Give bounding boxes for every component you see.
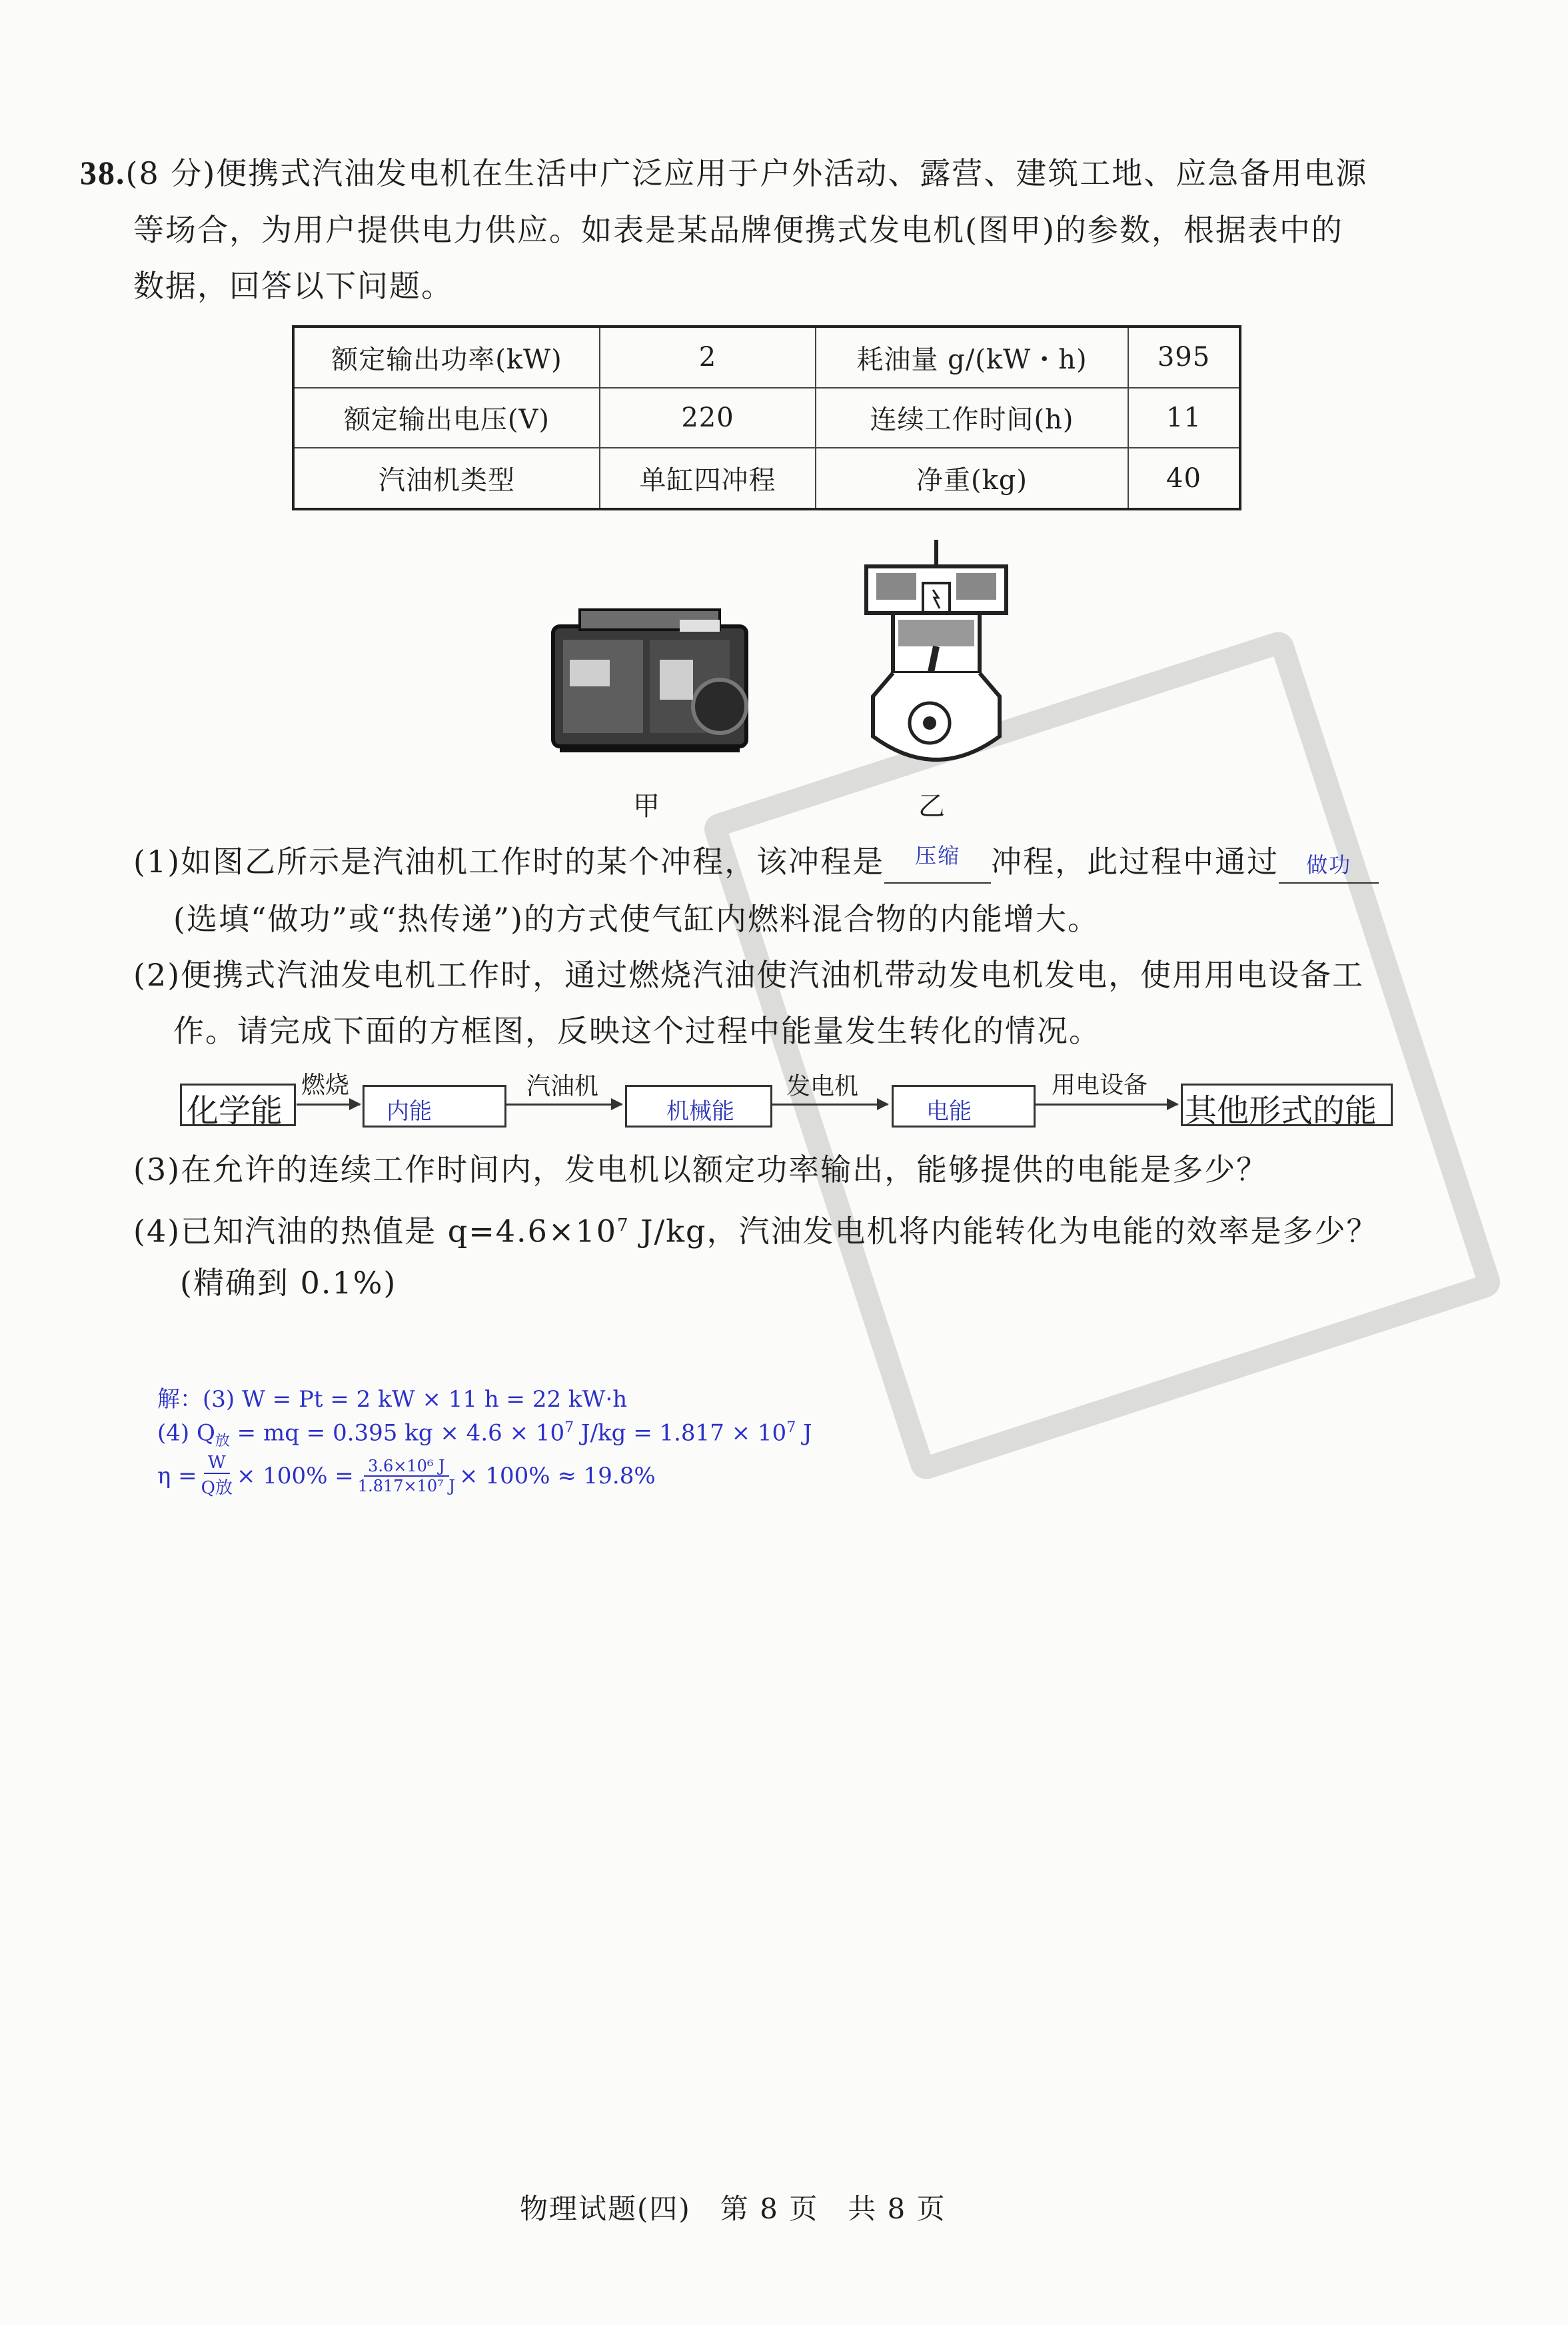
- fraction1-numerator: W: [204, 1453, 230, 1474]
- solution-exp2: 7: [786, 1419, 796, 1436]
- part4-text-a: (4)已知汽油的热值是 q=4.6×10: [133, 1213, 618, 1249]
- parameter-table: [292, 325, 1241, 510]
- solution-end: × 100% ≈ 19.8%: [459, 1462, 656, 1489]
- table-cell: 额定输出功率(kW): [293, 327, 600, 388]
- part4-line1: [133, 1197, 1378, 1259]
- flow-start-text: 化学能: [187, 1092, 283, 1130]
- question-intro-line3: 数据，回答以下问题。: [133, 268, 453, 304]
- question-number: 38.: [80, 154, 126, 191]
- flow-arrow1-label: 燃烧: [301, 1072, 350, 1099]
- fraction2-numerator: 3.6×10⁶ J: [364, 1457, 449, 1477]
- table-cell: 连续工作时间(h): [816, 388, 1128, 448]
- flow-arrow2-label: 汽油机: [526, 1073, 599, 1100]
- part1-line2: (选填“做功”或“热传递”)的方式使气缸内燃料混合物的内能增大。: [173, 901, 1100, 937]
- part4-text-b: J/kg，汽油发电机将内能转化为电能的效率是多少？: [629, 1213, 1379, 1249]
- flow-arrow4: [1034, 1104, 1177, 1106]
- flow-arrow1: [297, 1104, 360, 1106]
- flow-arrow3-label: 发电机: [786, 1073, 859, 1100]
- page-footer: 物理试题(四) 第 8 页 共 8 页: [520, 2192, 946, 2225]
- flow-end-text: 其他形式的能: [1185, 1092, 1377, 1130]
- table-cell: 耗油量 g/(kW・h): [816, 327, 1128, 388]
- table-cell: 11: [1128, 388, 1240, 448]
- part1-answer2: 做功: [1306, 852, 1352, 878]
- flow-arrow2: [505, 1104, 622, 1106]
- generator-image: [540, 600, 760, 773]
- table-row: [293, 448, 1240, 509]
- intro-text-1: 便携式汽油发电机在生活中广泛应用于户外活动、露营、建筑工地、应急备用电源: [216, 155, 1368, 191]
- fraction1-denominator: Q放: [201, 1478, 233, 1498]
- figure-label-b: 乙: [918, 791, 945, 822]
- part1-answer1: 压缩: [915, 843, 961, 868]
- solution-line2: [157, 1419, 812, 1450]
- solution-q-label: (4) Q: [157, 1419, 215, 1447]
- flow-box1[interactable]: [363, 1085, 506, 1128]
- solution-mid: × 100% =: [237, 1462, 354, 1489]
- table-row: [293, 327, 1240, 388]
- engine-cross-section-diagram: [860, 536, 1013, 776]
- part1-line1: [133, 833, 1379, 890]
- fraction2-denominator: 1.817×10⁷ J: [357, 1476, 456, 1495]
- solution-mq: = mq = 0.395 kg × 4.6 × 10: [229, 1419, 565, 1447]
- solution-eta: η =: [157, 1462, 197, 1489]
- table-cell: 2: [600, 327, 816, 388]
- table-cell: 40: [1128, 448, 1240, 509]
- figure-label-a: 甲: [633, 791, 660, 822]
- part4-exponent: 7: [617, 1215, 630, 1235]
- part3-text: (3)在允许的连续工作时间内，发电机以额定功率输出，能够提供的电能是多少？: [133, 1152, 1269, 1187]
- question-score: (8 分): [125, 155, 217, 191]
- solution-line1: 解：(3) W = Pt = 2 kW × 11 h = 22 kW·h: [157, 1386, 628, 1413]
- solution-line3: [157, 1453, 656, 1499]
- part1-blank1[interactable]: [884, 844, 991, 884]
- part2-line2: 作。请完成下面的方框图，反映这个过程中能量发生转化的情况。: [173, 1013, 1101, 1049]
- table-cell: 单缸四冲程: [600, 448, 816, 509]
- solution-result: J/kg = 1.817 × 10: [574, 1419, 787, 1447]
- solution-unit: J: [796, 1419, 812, 1447]
- solution-fraction2: [358, 1457, 455, 1495]
- part1-text-b: 冲程，此过程中通过: [991, 844, 1279, 880]
- part4-line2: (精确到 0.1%): [180, 1265, 397, 1301]
- solution-q-sub: 放: [215, 1433, 230, 1450]
- table-cell: 395: [1128, 327, 1240, 388]
- flow-arrow3: [771, 1104, 888, 1106]
- table-cell: 净重(kg): [816, 448, 1128, 509]
- flow-box3-answer: 电能: [926, 1098, 972, 1125]
- flow-arrow4-label: 用电设备: [1052, 1072, 1148, 1099]
- question-intro-line2: 等场合，为用户提供电力供应。如表是某品牌便携式发电机(图甲)的参数，根据表中的: [133, 212, 1343, 248]
- table-row: [293, 388, 1240, 448]
- solution-exp1: 7: [564, 1419, 574, 1436]
- flow-box1-answer: 内能: [387, 1098, 432, 1125]
- part1-text-a: (1)如图乙所示是汽油机工作时的某个冲程，该冲程是: [133, 844, 885, 880]
- solution-fraction1: [201, 1453, 233, 1499]
- question-intro-line1: [80, 144, 1413, 202]
- table-cell: 220: [600, 388, 816, 448]
- table-cell: 汽油机类型: [293, 448, 600, 509]
- table-cell: 额定输出电压(V): [293, 388, 600, 448]
- part1-blank2[interactable]: [1279, 844, 1379, 884]
- part2-line1: (2)便携式汽油发电机工作时，通过燃烧汽油使汽油机带动发电机发电，使用用电设备工: [133, 957, 1365, 993]
- flow-box2-answer: 机械能: [666, 1098, 734, 1125]
